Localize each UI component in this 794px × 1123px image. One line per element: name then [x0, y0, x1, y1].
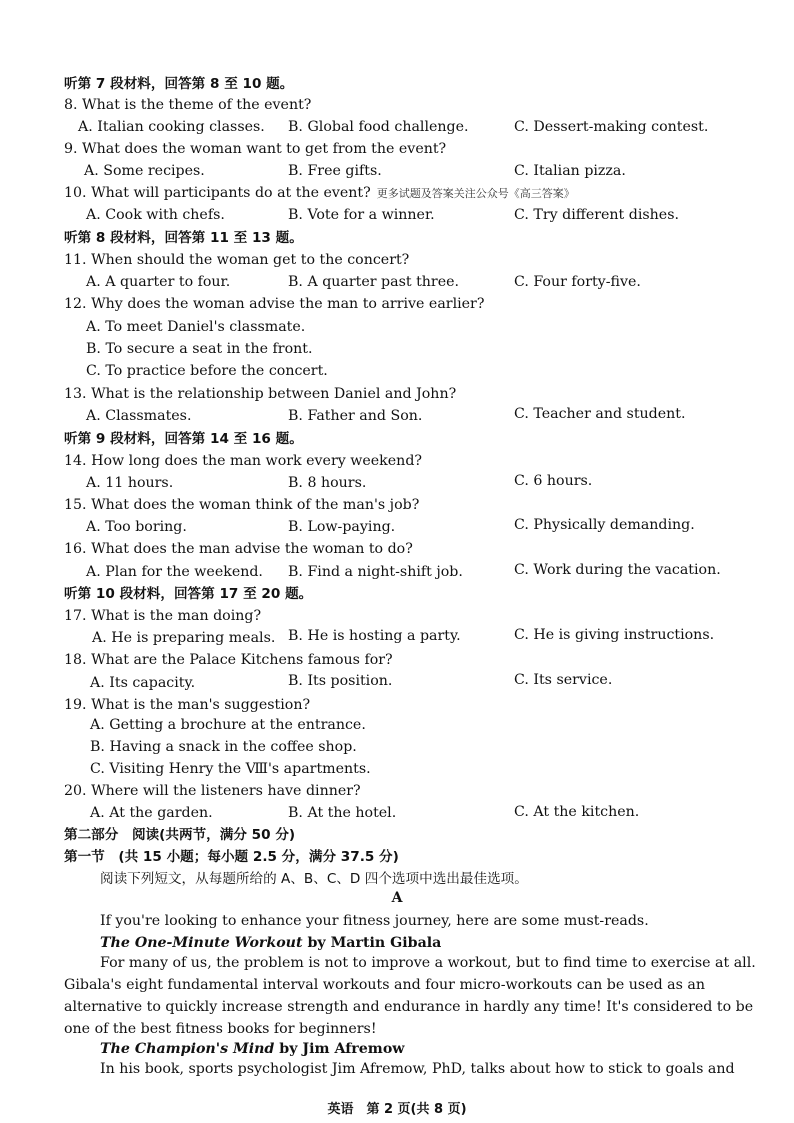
question-16: 16. What does the man advise the woman to do? [64, 541, 413, 557]
q8-option-b: B. Global food challenge. [288, 119, 469, 135]
part2-section1: 第一节 (共 15 小题；每小题 2.5 分，满分 37.5 分) [64, 849, 399, 865]
q9-option-b: B. Free gifts. [288, 163, 382, 179]
q14-option-b: B. 8 hours. [288, 475, 367, 491]
q11-option-c: C. Four forty-five. [514, 274, 641, 290]
q12-option-b: B. To secure a seat in the front. [86, 341, 313, 357]
section-header-q11-13: 听第 8 段材料，回答第 11 至 13 题。 [64, 230, 303, 246]
q10-option-c: C. Try different dishes. [514, 207, 679, 223]
q18-option-a: A. Its capacity. [90, 675, 196, 691]
q11-option-a: A. A quarter to four. [86, 274, 231, 290]
book2-heading [100, 1040, 405, 1058]
section-header-q8-10: 听第 7 段材料，回答第 8 至 10 题。 [64, 76, 294, 92]
q15-option-a: A. Too boring. [86, 519, 187, 535]
question-9: 9. What does the woman want to get from the event? [64, 141, 447, 157]
q17-option-c: C. He is giving instructions. [514, 627, 715, 643]
book1-paragraph: For many of us, the problem is not to improve a workout, but to find time to exercise at all. Gibala's eight fundamental interval workouts and four micro-workouts can be used as an alternative to quickly increase strength and endurance in hardly any time! It's considered to be one of the best fitness books for beginners! [64, 955, 756, 1037]
q15-option-c: C. Physically demanding. [514, 517, 695, 533]
question-14: 14. How long does the man work every weekend? [64, 453, 423, 469]
q18-option-c: C. Its service. [514, 672, 613, 688]
passage-label: A [391, 890, 403, 906]
q12-option-c: C. To practice before the concert. [86, 363, 328, 379]
q9-option-c: C. Italian pizza. [514, 163, 626, 179]
question-10-stem: 10. What will participants do at the event? [64, 185, 371, 201]
passage-intro: If you're looking to enhance your fitness journey, here are some must-reads. [100, 913, 649, 929]
q8-option-c: C. Dessert-making contest. [514, 119, 709, 135]
q11-option-b: B. A quarter past three. [288, 274, 460, 290]
q13-option-b: B. Father and Son. [288, 408, 423, 424]
q15-option-b: B. Low-paying. [288, 519, 396, 535]
q8-option-a: A. Italian cooking classes. [78, 119, 265, 135]
q10-option-b: B. Vote for a winner. [288, 207, 435, 223]
part2-instruction: 阅读下列短文，从每题所给的 A、B、C、D 四个选项中选出最佳选项。 [100, 871, 528, 887]
part2-title: 第二部分 阅读(共两节，满分 50 分) [64, 827, 296, 843]
q14-option-c: C. 6 hours. [514, 473, 593, 489]
q13-option-a: A. Classmates. [86, 408, 192, 424]
book1-heading [100, 934, 441, 952]
question-20: 20. Where will the listeners have dinner? [64, 783, 361, 799]
q19-option-b: B. Having a snack in the coffee shop. [90, 739, 357, 755]
q20-option-b: B. At the hotel. [288, 805, 397, 821]
question-15: 15. What does the woman think of the man's job? [64, 497, 420, 513]
q16-option-c: C. Work during the vacation. [514, 562, 721, 578]
book1-author: by Martin Gibala [302, 935, 442, 951]
q13-option-c: C. Teacher and student. [514, 406, 686, 422]
q19-option-a: A. Getting a brochure at the entrance. [90, 717, 366, 733]
book1-title: The One-Minute Workout [100, 935, 303, 951]
q18-option-b: B. Its position. [288, 673, 393, 689]
q17-option-a: A. He is preparing meals. [92, 630, 276, 646]
q12-option-a: A. To meet Daniel's classmate. [86, 319, 306, 335]
question-11: 11. When should the woman get to the concert? [64, 252, 410, 268]
q16-option-a: A. Plan for the weekend. [86, 564, 263, 580]
q16-option-b: B. Find a night-shift job. [288, 564, 463, 580]
q20-option-a: A. At the garden. [90, 805, 213, 821]
promo-note: 更多试题及答案关注公众号《高三答案》 [376, 187, 575, 200]
question-18: 18. What are the Palace Kitchens famous for? [64, 652, 393, 668]
question-8: 8. What is the theme of the event? [64, 97, 312, 113]
question-10 [64, 184, 575, 203]
q9-option-a: A. Some recipes. [84, 163, 205, 179]
question-13: 13. What is the relationship between Daniel and John? [64, 386, 457, 402]
q17-option-b: B. He is hosting a party. [288, 628, 461, 644]
q10-option-a: A. Cook with chefs. [86, 207, 225, 223]
q19-option-c: C. Visiting Henry the Ⅷ's apartments. [90, 761, 371, 777]
question-12: 12. Why does the woman advise the man to arrive earlier? [64, 296, 485, 312]
section-header-q14-16: 听第 9 段材料，回答第 14 至 16 题。 [64, 431, 303, 447]
book2-paragraph: In his book, sports psychologist Jim Afremow, PhD, talks about how to stick to goals and [100, 1061, 735, 1077]
q14-option-a: A. 11 hours. [86, 475, 174, 491]
question-19: 19. What is the man's suggestion? [64, 697, 311, 713]
book2-author: by Jim Afremow [274, 1041, 405, 1057]
q20-option-c: C. At the kitchen. [514, 804, 640, 820]
question-17: 17. What is the man doing? [64, 608, 262, 624]
section-header-q17-20: 听第 10 段材料，回答第 17 至 20 题。 [64, 586, 313, 602]
page-footer: 英语 第 2 页(共 8 页) [327, 1102, 467, 1117]
book2-title: The Champion's Mind [100, 1041, 275, 1057]
